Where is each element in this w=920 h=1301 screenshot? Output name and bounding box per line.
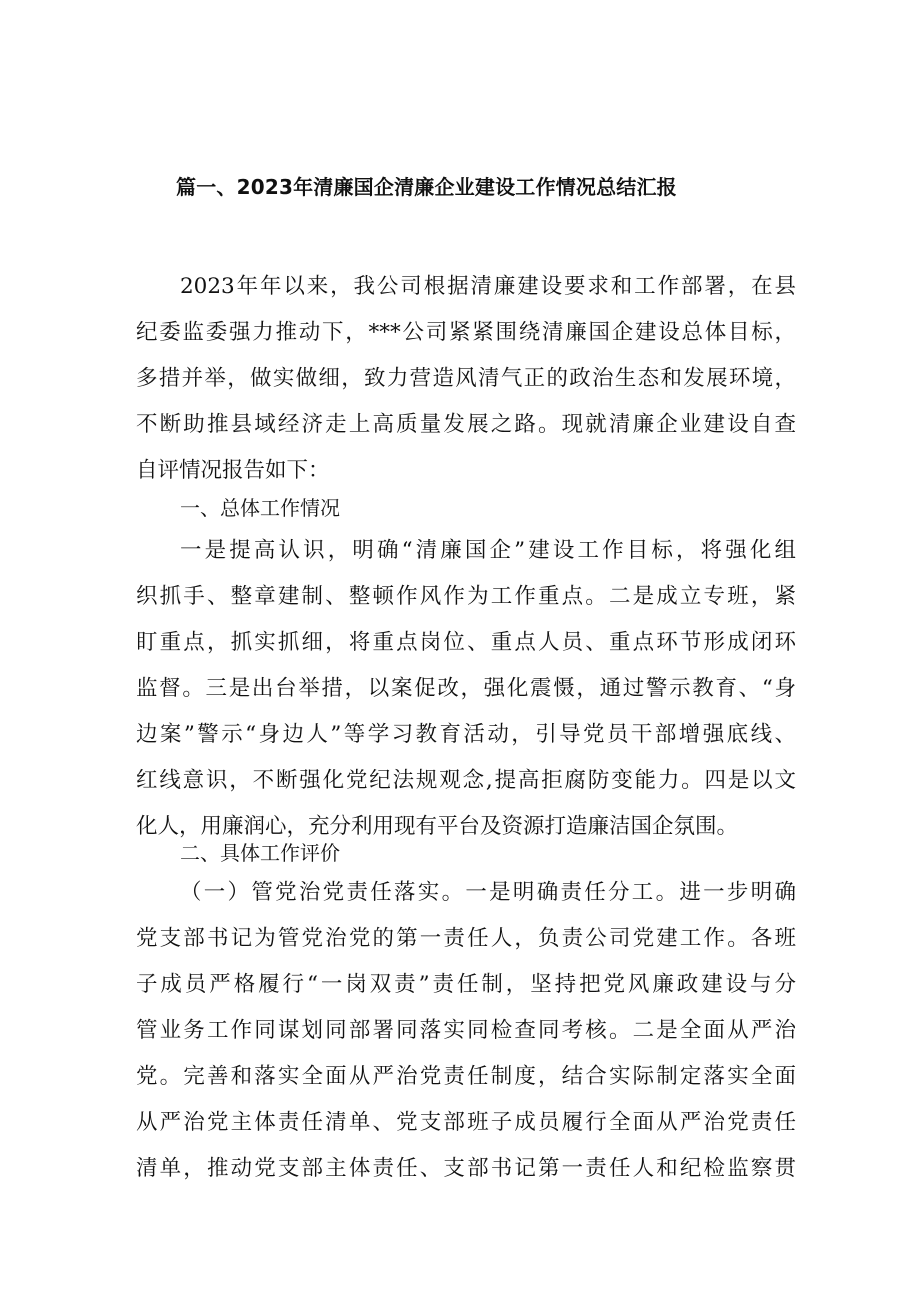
paragraph-line: 织抓手、整章建制、整顿作风作为工作重点。二是成立专班，紧 [136,584,796,609]
paragraph-line: 党支部书记为管党治党的第一责任人，负责公司党建工作。各班 [136,926,796,951]
paragraph-line: 党。完善和落实全面从严治党责任制度，结合实际制定落实全面 [136,1064,796,1089]
paragraph-line: 不断助推县域经济走上高质量发展之路。现就清廉企业建设自查 [136,412,796,437]
paragraph-line: （一）管党治党责任落实。一是明确责任分工。进一步明确 [180,880,796,905]
paragraph-line: 一是提高认识，明确“清廉国企”建设工作目标，将强化组 [180,538,796,563]
paragraph-line: 子成员严格履行“一岗双责”责任制，坚持把党风廉政建设与分 [136,972,796,997]
paragraph-line: 从严治党主体责任清单、党支部班子成员履行全面从严治党责任 [136,1110,796,1135]
paragraph-line: 自评情况报告如下： [136,458,330,483]
paragraph-line: 纪委监委强力推动下，***公司紧紧围绕清廉国企建设总体目标， [136,320,796,345]
paragraph-line: 化人，用廉润心，充分利用现有平台及资源打造廉洁国企氛围。 [136,814,739,839]
paragraph-line: 红线意识，不断强化党纪法规观念,提高拒腐防变能力。四是以文 [136,768,796,793]
paragraph-line: 盯重点，抓实抓细，将重点岗位、重点人员、重点环节形成闭环 [136,630,796,655]
paragraph-line: 多措并举，做实做细，致力营造风清气正的政治生态和发展环境， [136,366,796,391]
paragraph-line: 监督。三是出台举措，以案促改，强化震慑，通过警示教育、“身 [136,676,796,701]
paragraph-line: 清单，推动党支部主体责任、支部书记第一责任人和纪检监察贯 [136,1156,796,1181]
section-heading: 二、具体工作评价 [180,841,340,865]
paragraph-line: 2023年年以来，我公司根据清廉建设要求和工作部署，在县 [180,274,796,299]
paragraph-line: 边案”警示“身边人”等学习教育活动，引导党员干部增强底线、 [136,722,796,747]
document-title: 篇一、2023年清廉国企清廉企业建设工作情况总结汇报 [176,175,677,199]
paragraph-line: 管业务工作同谋划同部署同落实同检查同考核。二是全面从严治 [136,1018,796,1043]
section-heading: 一、总体工作情况 [180,496,340,520]
